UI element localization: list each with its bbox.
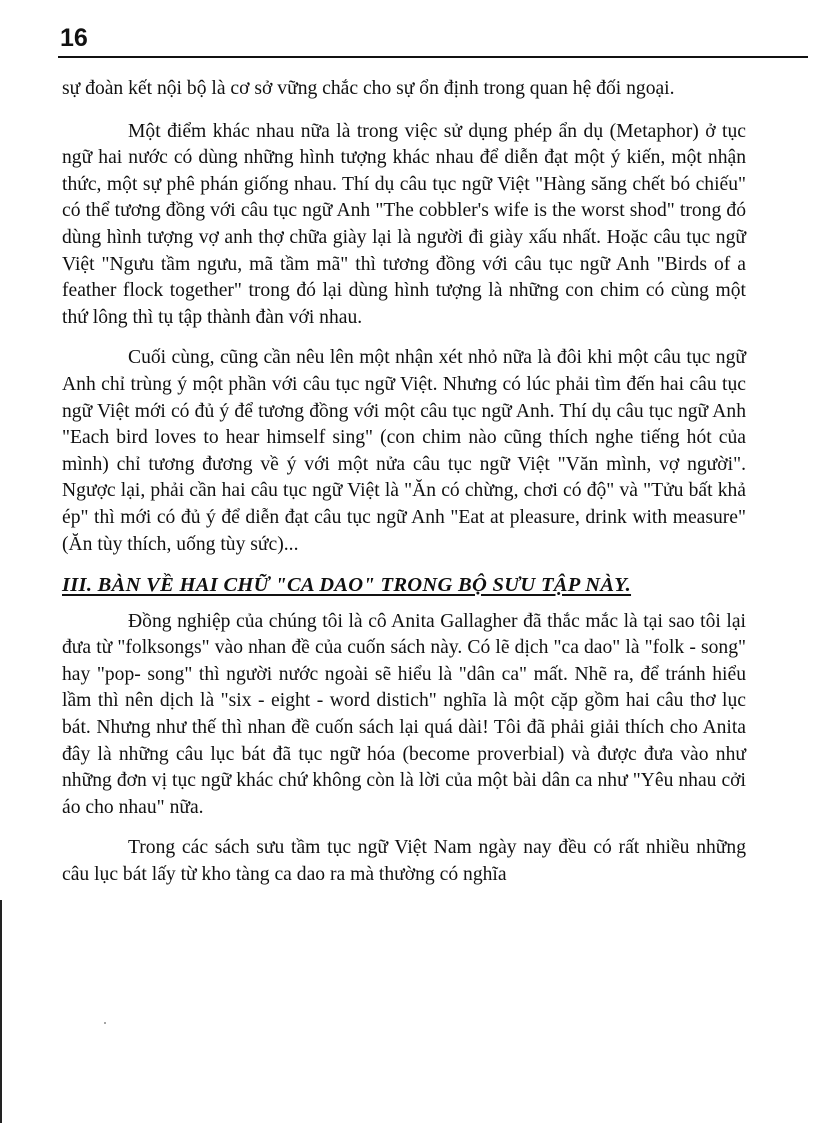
- scan-edge: [0, 900, 2, 1123]
- paragraph-collections: Trong các sách sưu tầm tục ngữ Việt Nam ngày nay đều có rất nhiều những câu lục bát lấy từ kho tàng ca dao ra mà thường có nghĩa: [62, 837, 746, 886]
- body-text: [62, 76, 746, 903]
- page-number: 16: [60, 24, 88, 52]
- paragraph-folksongs: Đồng nghiệp của chúng tôi là cô Anita Gallagher đã thắc mắc là tại sao tôi lại đưa từ "folksongs" vào nhan đề của cuốn sách này. Có lẽ dịch "ca dao" là "folk - song" hay "pop- song" thì người nước ngoài sẽ hiểu là "dân ca" mất. Nhẽ ra, để tránh hiểu lầm thì nên dịch là "six - eight - word distich" nghĩa là một cặp gồm hai câu thơ lục bát. Nhưng như thế thì nhan đề cuốn sách lại quá dài! Tôi đã phải giải thích cho Anita đây là những câu lục bát đã tục ngữ hóa (become proverbial) và được đưa vào như những đơn vị tục ngữ khác chứ không còn là lời của một bài dân ca như "Yêu nhau cởi áo cho nhau" nữa.: [62, 610, 746, 818]
- header-rule: [58, 56, 808, 58]
- paragraph-metaphor: Một điểm khác nhau nữa là trong việc sử dụng phép ẩn dụ (Metaphor) ở tục ngữ hai nước có dùng những hình tượng khác nhau để diễn đạt một ý kiến, một nhận thức, một sự phê phán giống nhau. Thí dụ câu tục ngữ Việt "Hàng săng chết bó chiếu" có thể tương đồng với câu tục ngữ Anh "The cobbler's wife is the worst shod" trong đó dùng hình tượng vợ anh thợ chữa giày lại là người đi giày xấu nhất. Hoặc câu tục ngữ Việt "Ngưu tầm ngưu, mã tầm mã" thì tương đồng với câu tục ngữ Anh "Birds of a feather flock together" trong đó lại dùng hình tượng là những con chim có cùng một thứ lông thì tụ tập thành đàn với nhau.: [62, 120, 746, 328]
- paragraph-continuation: sự đoàn kết nội bộ là cơ sở vững chắc cho sự ổn định trong quan hệ đối ngoại.: [62, 78, 675, 99]
- section-heading: III. BÀN VỀ HAI CHỮ "CA DAO" TRONG BỘ SƯU TẬP NÀY.: [62, 574, 632, 597]
- paragraph-conclusion: Cuối cùng, cũng cần nêu lên một nhận xét nhỏ nữa là đôi khi một câu tục ngữ Anh chỉ trùng ý một phần với câu tục ngữ Việt. Nhưng có lúc phải tìm đến hai câu tục ngữ Việt mới có đủ ý để tương đồng với một câu tục ngữ Anh. Thí dụ câu tục ngữ Anh "Each bird loves to hear himself sing" (con chim nào cũng thích nghe tiếng hót của mình) chỉ tương đương về ý với một nửa câu tục ngữ Việt "Văn mình, vợ người". Ngược lại, phải cần hai câu tục ngữ Việt là "Ăn có chừng, chơi có độ" và "Tửu bất khả ép" thì mới có đủ ý để diễn đạt câu tục ngữ Anh "Eat at pleasure, drink with measure" (Ăn tùy thích, uống tùy sức)...: [62, 347, 746, 555]
- scan-dot: [104, 1022, 106, 1024]
